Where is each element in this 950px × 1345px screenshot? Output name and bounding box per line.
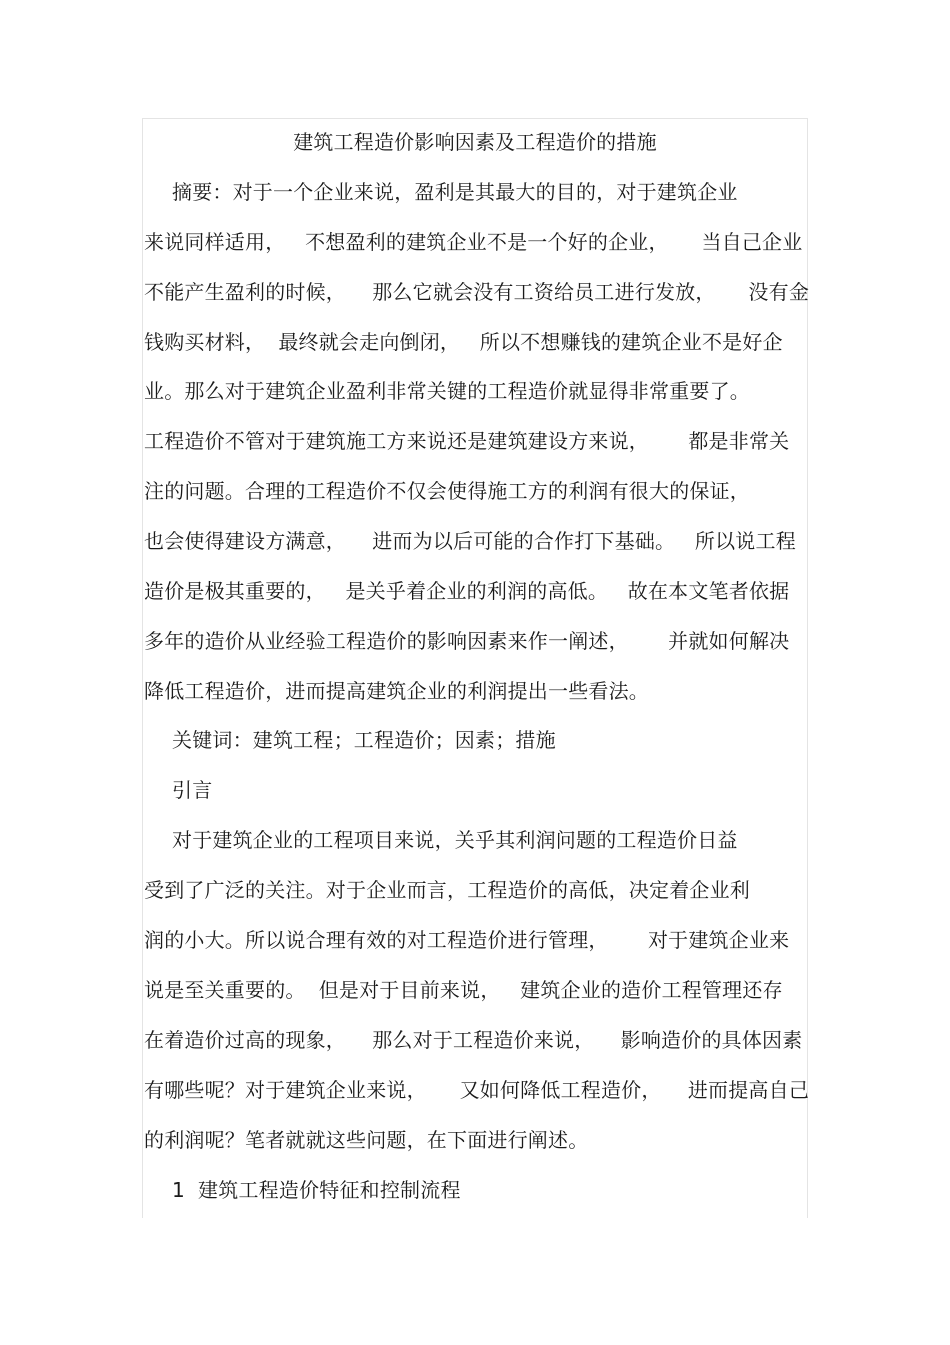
intro-line: 说是至关重要的。 但是对于目前来说， 建筑企业的造价工程管理还存 <box>144 978 783 1002</box>
abstract-line: 多年的造价从业经验工程造价的影响因素来作一阐述， 并就如何解决 <box>144 629 790 653</box>
abstract-line: 造价是极其重要的， 是关乎着企业的利润的高低。 故在本文笔者依据 <box>144 579 790 603</box>
intro-line: 在着造价过高的现象， 那么对于工程造价来说， 影响造价的具体因素 <box>144 1028 803 1052</box>
abstract-line: 不能产生盈利的时候， 那么它就会没有工资给员工进行发放， 没有金 <box>144 280 810 304</box>
abstract-line: 工程造价不管对于建筑施工方来说还是建筑建设方来说， 都是非常关 <box>144 429 790 453</box>
abstract-line: 摘要：对于一个企业来说，盈利是其最大的目的，对于建筑企业 <box>172 180 738 204</box>
abstract-line: 注的问题。合理的工程造价不仅会使得施工方的利润有很大的保证， <box>144 479 750 503</box>
intro-line: 的利润呢？笔者就就这些问题，在下面进行阐述。 <box>144 1128 589 1152</box>
intro-heading: 引言 <box>172 778 213 802</box>
intro-line: 对于建筑企业的工程项目来说，关乎其利润问题的工程造价日益 <box>172 828 738 852</box>
abstract-line: 来说同样适用， 不想盈利的建筑企业不是一个好的企业， 当自己企业 <box>144 230 803 254</box>
intro-line: 受到了广泛的关注。对于企业而言，工程造价的高低，决定着企业利 <box>144 878 750 902</box>
intro-line: 有哪些呢？对于建筑企业来说， 又如何降低工程造价， 进而提高自己 <box>144 1078 810 1102</box>
keywords: 关键词：建筑工程；工程造价；因素；措施 <box>172 728 556 752</box>
intro-line: 润的小大。所以说合理有效的对工程造价进行管理， 对于建筑企业来 <box>144 928 790 952</box>
abstract-line: 降低工程造价，进而提高建筑企业的利润提出一些看法。 <box>144 679 649 703</box>
abstract-line: 也会使得建设方满意， 进而为以后可能的合作打下基础。 所以说工程 <box>144 529 796 553</box>
document-title: 建筑工程造价影响因素及工程造价的措施 <box>293 130 657 154</box>
section-heading: 1 建筑工程造价特征和控制流程 <box>172 1178 461 1202</box>
abstract-line: 钱购买材料， 最终就会走向倒闭， 所以不想赚钱的建筑企业不是好企 <box>144 330 783 354</box>
abstract-line: 业。那么对于建筑企业盈利非常关键的工程造价就显得非常重要了。 <box>144 379 750 403</box>
